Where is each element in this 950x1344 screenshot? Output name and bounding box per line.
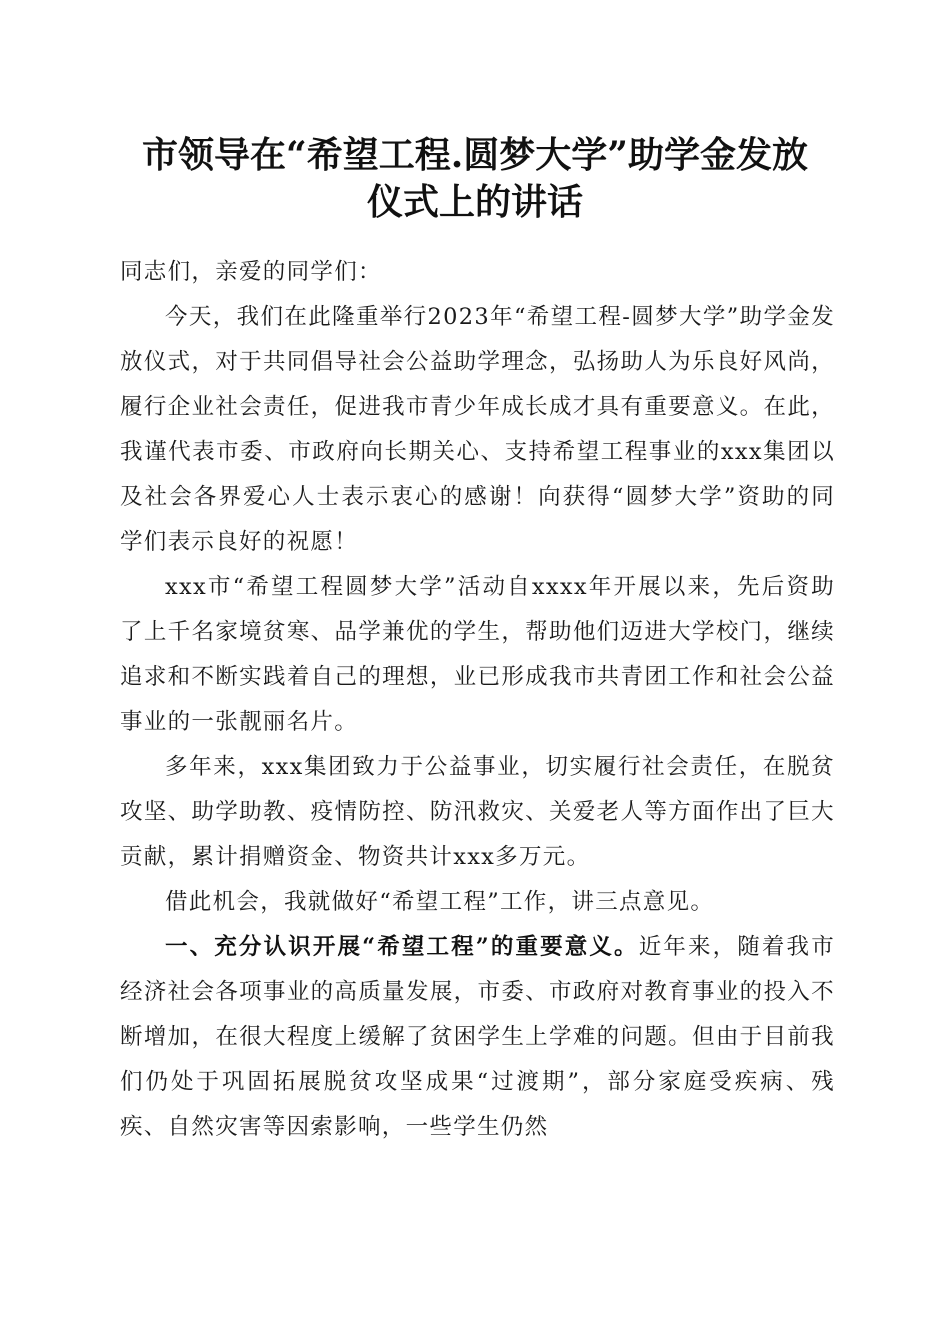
section-1-paragraph: [120, 925, 835, 1150]
paragraph-program-history: xxx市“希望工程圆梦大学”活动自xxxx年开展以来，先后资助了上千名家境贫寒、品学兼优的学生，帮助他们迈进大学校门，继续追求和不断实践着自己的理想，业已形成我市共青团工作和社会公益事业的一张靓丽名片。: [120, 574, 835, 735]
document-title: [100, 132, 850, 226]
title-line-1: 市领导在“希望工程.圆梦大学”助学金发放: [142, 134, 808, 176]
speech-body: [120, 250, 835, 1150]
title-line-2: 仪式上的讲话: [366, 181, 583, 223]
section-1-heading: 一、充分认识开展“希望工程”的重要意义。: [165, 934, 639, 960]
paragraph-opening: 今天，我们在此隆重举行2023年“希望工程-圆梦大学”助学金发放仪式，对于共同倡导社会公益助学理念，弘扬助人为乐良好风尚，履行企业社会责任，促进我市青少年成长成才具有重要意义。在此，我谨代表市委、市政府向长期关心、支持希望工程事业的xxx集团以及社会各界爱心人士表示衷心的感谢！向获得“圆梦大学”资助的同学们表示良好的祝愿！: [120, 304, 835, 555]
paragraph-group-contribution: 多年来，xxx集团致力于公益事业，切实履行社会责任，在脱贫攻坚、助学助教、疫情防控、防汛救灾、关爱老人等方面作出了巨大贡献，累计捐赠资金、物资共计xxx多万元。: [120, 754, 835, 870]
salutation: 同志们，亲爱的同学们：: [120, 259, 382, 285]
paragraph-three-points: 借此机会，我就做好“希望工程”工作，讲三点意见。: [165, 889, 715, 915]
section-1-text: 近年来，随着我市经济社会各项事业的高质量发展，市委、市政府对教育事业的投入不断增加，在很大程度上缓解了贫困学生上学难的问题。但由于目前我们仍处于巩固拓展脱贫攻坚成果“过渡期”，部分家庭受疾病、残疾、自然灾害等因索影响，一些学生仍然: [120, 934, 835, 1140]
